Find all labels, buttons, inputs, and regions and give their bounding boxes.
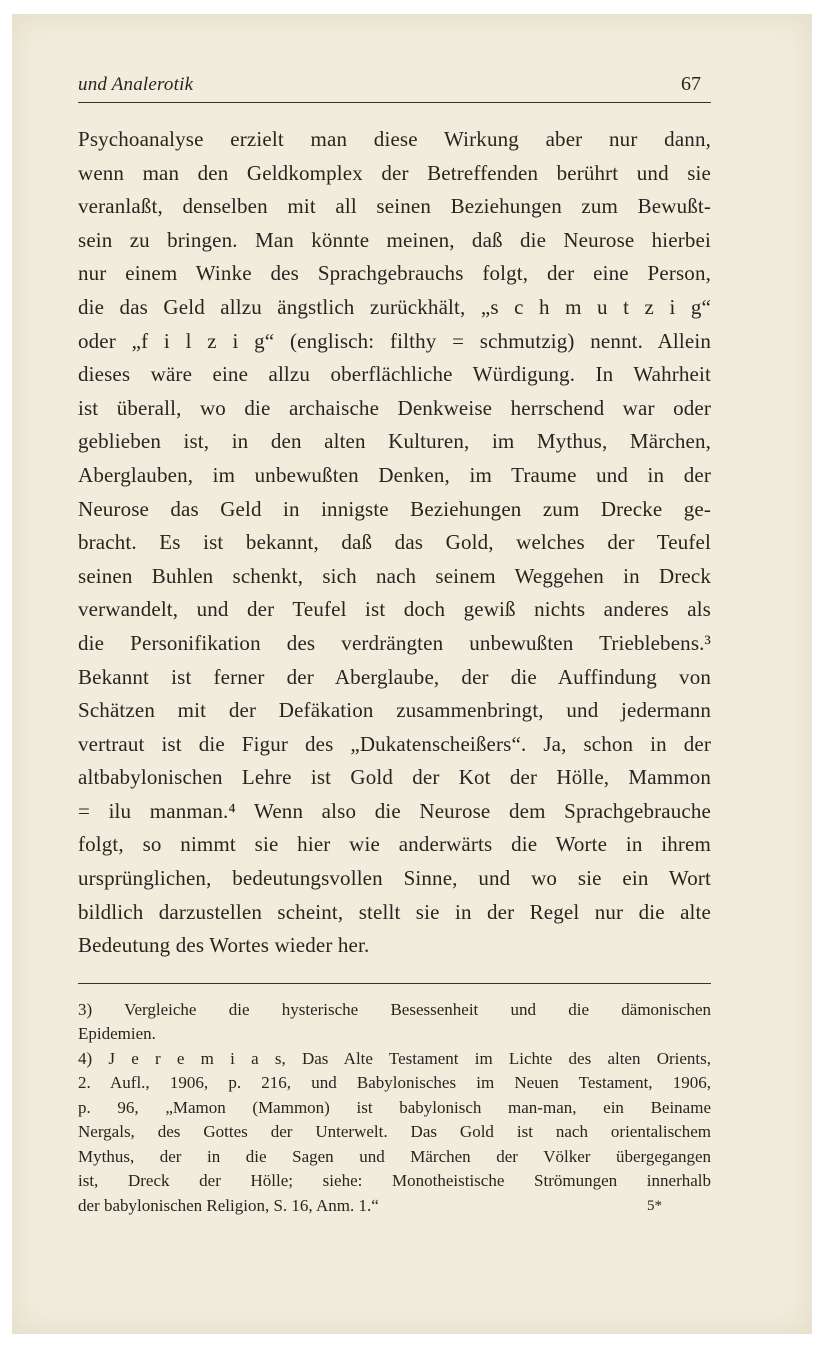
footnote-line: 4) J e r e m i a s, Das Alte Testament im Lichte des alten Orients,: [78, 1048, 711, 1068]
text-line: folgt, so nimmt sie hier wie anderwärts die Worte in ihrem: [78, 832, 711, 857]
footnote-line: ist, Dreck der Hölle; siehe: Monotheistische Strömungen innerhalb: [78, 1171, 711, 1191]
footnote-rule: [78, 983, 711, 984]
text-line: altbabylonischen Lehre ist Gold der Kot der Hölle, Mammon: [78, 765, 711, 790]
page-header: [78, 58, 711, 103]
body-text: [78, 123, 711, 963]
footnote-line: Nergals, des Gottes der Unterwelt. Das Gold ist nach orientalischem: [78, 1122, 711, 1142]
text-line: dieses wäre eine allzu oberflächliche Würdigung. In Wahrheit: [78, 362, 711, 387]
text-line: oder „f i l z i g“ (englisch: filthy = schmutzig) nennt. Allein: [78, 328, 711, 353]
text-line: die Personifikation des verdrängten unbewußten Trieblebens.³: [78, 630, 711, 655]
text-line: bildlich darzustellen scheint, stellt sie in der Regel nur die alte: [78, 899, 711, 924]
footnotes: [78, 998, 711, 1219]
footnote-line: 2. Aufl., 1906, p. 216, und Babylonisches im Neuen Testament, 1906,: [78, 1073, 711, 1093]
text-line: ist überall, wo die archaische Denkweise herrschend war oder: [78, 395, 711, 420]
text-line: Bekannt ist ferner der Aberglaube, der die Auffindung von: [78, 664, 711, 689]
footnote-line: Mythus, der in die Sagen und Märchen der Völker übergegangen: [78, 1146, 711, 1166]
signature-mark: 5*: [647, 1198, 662, 1214]
text-line: geblieben ist, in den alten Kulturen, im Mythus, Märchen,: [78, 429, 711, 454]
text-line: verwandelt, und der Teufel ist doch gewiß nichts anderes als: [78, 597, 711, 622]
text-line: bracht. Es ist bekannt, daß das Gold, welches der Teufel: [78, 530, 711, 555]
text-line: die das Geld allzu ängstlich zurückhält, „s c h m u t z i g“: [78, 294, 711, 319]
footnote-line: der babylonischen Religion, S. 16, Anm. 1.“: [78, 1195, 379, 1215]
text-line: Schätzen mit der Defäkation zusammenbringt, und jedermann: [78, 698, 711, 723]
running-title: und Analerotik: [78, 74, 194, 95]
page: [78, 58, 711, 1218]
text-line: wenn man den Geldkomplex der Betreffenden berührt und sie: [78, 160, 711, 185]
text-line: Bedeutung des Wortes wieder her.: [78, 933, 370, 958]
text-line: nur einem Winke des Sprachgebrauchs folgt, der eine Person,: [78, 261, 711, 286]
footnote-line: Epidemien.: [78, 1024, 156, 1044]
page-number: 67: [681, 73, 701, 95]
text-line: seinen Buhlen schenkt, sich nach seinem Weggehen in Dreck: [78, 563, 711, 588]
text-line: Neurose das Geld in innigste Beziehungen zum Drecke ge-: [78, 496, 711, 521]
footnote-line: 3) Vergleiche die hysterische Besessenheit und die dämonischen: [78, 999, 711, 1019]
text-line: sein zu bringen. Man könnte meinen, daß die Neurose hierbei: [78, 227, 711, 252]
text-line: Psychoanalyse erzielt man diese Wirkung aber nur dann,: [78, 127, 711, 151]
text-line: = ilu manman.⁴ Wenn also die Neurose dem Sprachgebrauche: [78, 798, 711, 823]
text-line: veranlaßt, denselben mit all seinen Beziehungen zum Bewußt-: [78, 194, 711, 219]
footnote-line: p. 96, „Mamon (Mammon) ist babylonisch man-man, ein Beiname: [78, 1097, 711, 1117]
text-line: Aberglauben, im unbewußten Denken, im Traume und in der: [78, 462, 711, 487]
text-line: ursprünglichen, bedeutungsvollen Sinne, und wo sie ein Wort: [78, 866, 711, 891]
text-line: vertraut ist die Figur des „Dukatenscheißers“. Ja, schon in der: [78, 731, 711, 756]
